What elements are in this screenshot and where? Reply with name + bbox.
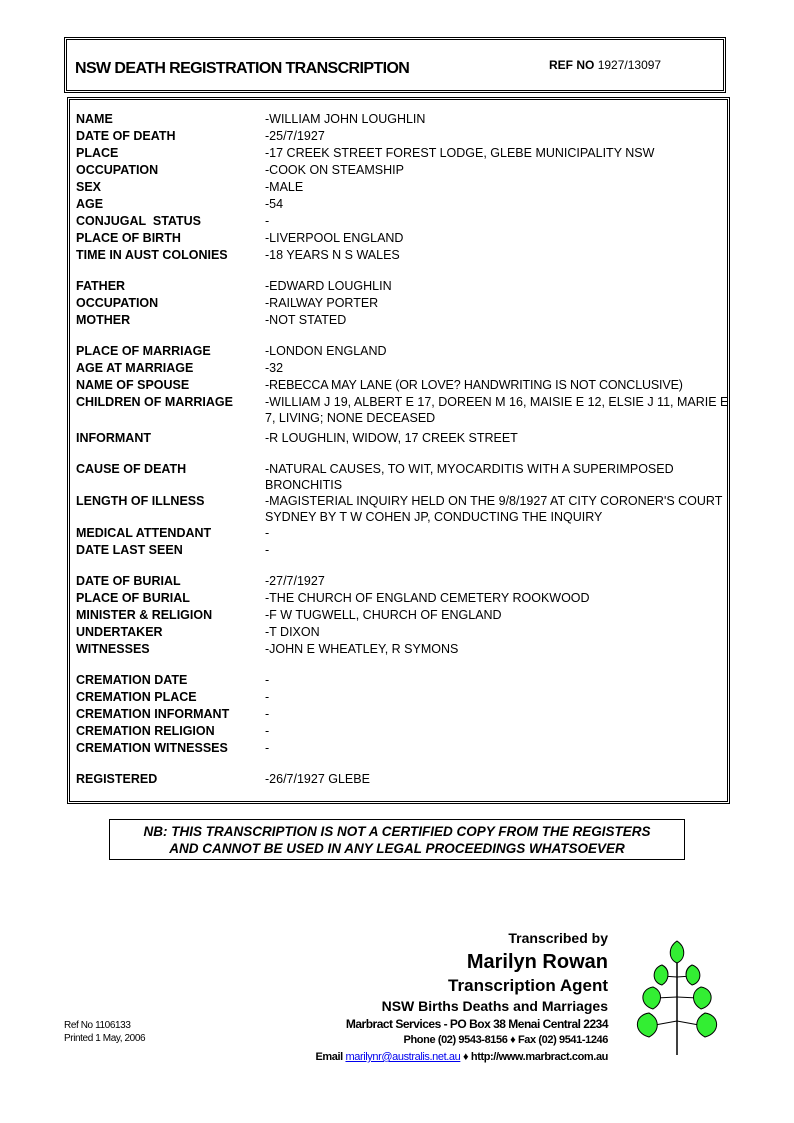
field-value: -NOT STATED: [265, 313, 347, 327]
field-label: CREMATION WITNESSES: [76, 741, 228, 755]
field-value: -F W TUGWELL, CHURCH OF ENGLAND: [265, 608, 502, 622]
field-label: DATE LAST SEEN: [76, 543, 183, 557]
field-label: NAME: [76, 112, 113, 126]
field-label: MOTHER: [76, 313, 131, 327]
field-label: TIME IN AUST COLONIES: [76, 248, 228, 262]
field-label: PLACE: [76, 146, 119, 160]
field-label: LENGTH OF ILLNESS: [76, 494, 205, 508]
contact-line: [315, 1051, 608, 1063]
field-label: INFORMANT: [76, 431, 151, 445]
tree-logo-icon: [618, 937, 736, 1055]
field-label: REGISTERED: [76, 772, 158, 786]
field-label: PLACE OF MARRIAGE: [76, 344, 211, 358]
field-label: CREMATION RELIGION: [76, 724, 215, 738]
field-label: OCCUPATION: [76, 296, 159, 310]
field-value: -54: [265, 197, 284, 211]
footer-printed: Printed 1 May, 2006: [64, 1033, 146, 1044]
field-value: -27/7/1927: [265, 574, 325, 588]
field-label: CAUSE OF DEATH: [76, 462, 187, 476]
field-value: -JOHN E WHEATLEY, R SYMONS: [265, 642, 459, 656]
website-link[interactable]: ♦ http://www.marbract.com.au: [463, 1051, 608, 1063]
field-value: -THE CHURCH OF ENGLAND CEMETERY ROOKWOOD: [265, 591, 590, 605]
field-label: NAME OF SPOUSE: [76, 378, 190, 392]
field-value: -MAGISTERIAL INQUIRY HELD ON THE 9/8/1927 AT CITY CORONER'S COURT SYDNEY BY T W COHEN JP, CONDUCTING THE INQUIRY: [265, 494, 723, 524]
postal-address: Marbract Services - PO Box 38 Menai Central 2234: [345, 1017, 608, 1031]
field-label: MINISTER & RELIGION: [76, 608, 213, 622]
footer-ref: Ref No 1106133: [64, 1020, 131, 1031]
field-value: -REBECCA MAY LANE (OR LOVE? HANDWRITING IS NOT CONCLUSIVE): [265, 378, 683, 392]
field-value: -17 CREEK STREET FOREST LODGE, GLEBE MUNICIPALITY NSW: [265, 146, 655, 160]
field-label: DATE OF BURIAL: [76, 574, 181, 588]
notice-line: NB: THIS TRANSCRIPTION IS NOT A CERTIFIED COPY FROM THE REGISTERS: [143, 824, 651, 839]
field-value: -: [265, 214, 270, 228]
field-value: -EDWARD LOUGHLIN: [265, 279, 392, 293]
field-value: -MALE: [265, 180, 304, 194]
email-label: Email: [315, 1051, 343, 1063]
field-label: UNDERTAKER: [76, 625, 163, 639]
field-value: -COOK ON STEAMSHIP: [265, 163, 404, 177]
field-label: SEX: [76, 180, 102, 194]
field-label: FATHER: [76, 279, 126, 293]
reference-number: [549, 58, 661, 72]
field-label: DATE OF DEATH: [76, 129, 176, 143]
field-value: -: [265, 526, 270, 540]
ref-label: REF NO: [549, 58, 595, 72]
field-value: -RAILWAY PORTER: [265, 296, 379, 310]
phone-fax: Phone (02) 9543-8156 ♦ Fax (02) 9541-1246: [403, 1034, 608, 1046]
field-value: -WILLIAM J 19, ALBERT E 17, DOREEN M 16, MAISIE E 12, ELSIE J 11, MARIE E 7, LIVING; NONE DECEASED: [265, 395, 729, 425]
field-value: -18 YEARS N S WALES: [265, 248, 400, 262]
field-label: CONJUGAL STATUS: [76, 214, 202, 228]
field-label: PLACE OF BURIAL: [76, 591, 190, 605]
field-value: -LIVERPOOL ENGLAND: [265, 231, 404, 245]
field-label: CREMATION PLACE: [76, 690, 197, 704]
field-value: -: [265, 741, 270, 755]
field-label: AGE AT MARRIAGE: [76, 361, 194, 375]
field-label: CREMATION INFORMANT: [76, 707, 230, 721]
notice-line: AND CANNOT BE USED IN ANY LEGAL PROCEEDINGS WHATSOEVER: [169, 841, 625, 856]
field-label: WITNESSES: [76, 642, 150, 656]
organisation: NSW Births Deaths and Marriages: [381, 998, 608, 1014]
field-value: -32: [265, 361, 284, 375]
email-link[interactable]: marilynr@australis.net.au: [345, 1051, 461, 1063]
field-value: -NATURAL CAUSES, TO WIT, MYOCARDITIS WITH A SUPERIMPOSED BRONCHITIS: [265, 462, 674, 492]
field-label: CREMATION DATE: [76, 673, 188, 687]
field-value: -25/7/1927: [265, 129, 325, 143]
field-value: -: [265, 543, 270, 557]
field-label: MEDICAL ATTENDANT: [76, 526, 212, 540]
field-value: -: [265, 690, 270, 704]
field-label: PLACE OF BIRTH: [76, 231, 181, 245]
ref-value: 1927/13097: [597, 58, 662, 72]
transcriber-role: Transcription Agent: [448, 976, 608, 995]
field-value: -26/7/1927 GLEBE: [265, 772, 370, 786]
transcriber-name: Marilyn Rowan: [466, 951, 608, 973]
field-value: -: [265, 724, 270, 738]
field-value: -R LOUGHLIN, WIDOW, 17 CREEK STREET: [265, 431, 518, 445]
field-label: CHILDREN OF MARRIAGE: [76, 395, 233, 409]
field-value: -LONDON ENGLAND: [265, 344, 387, 358]
field-value: -T DIXON: [265, 625, 320, 639]
field-value: -: [265, 673, 270, 687]
field-value: -: [265, 707, 270, 721]
field-label: OCCUPATION: [76, 163, 159, 177]
field-value: -WILLIAM JOHN LOUGHLIN: [265, 112, 426, 126]
field-label: AGE: [76, 197, 104, 211]
legal-notice: [109, 819, 685, 860]
document-title: NSW DEATH REGISTRATION TRANSCRIPTION: [75, 60, 410, 77]
transcribed-by: Transcribed by: [508, 930, 608, 946]
header-box: [64, 37, 726, 93]
